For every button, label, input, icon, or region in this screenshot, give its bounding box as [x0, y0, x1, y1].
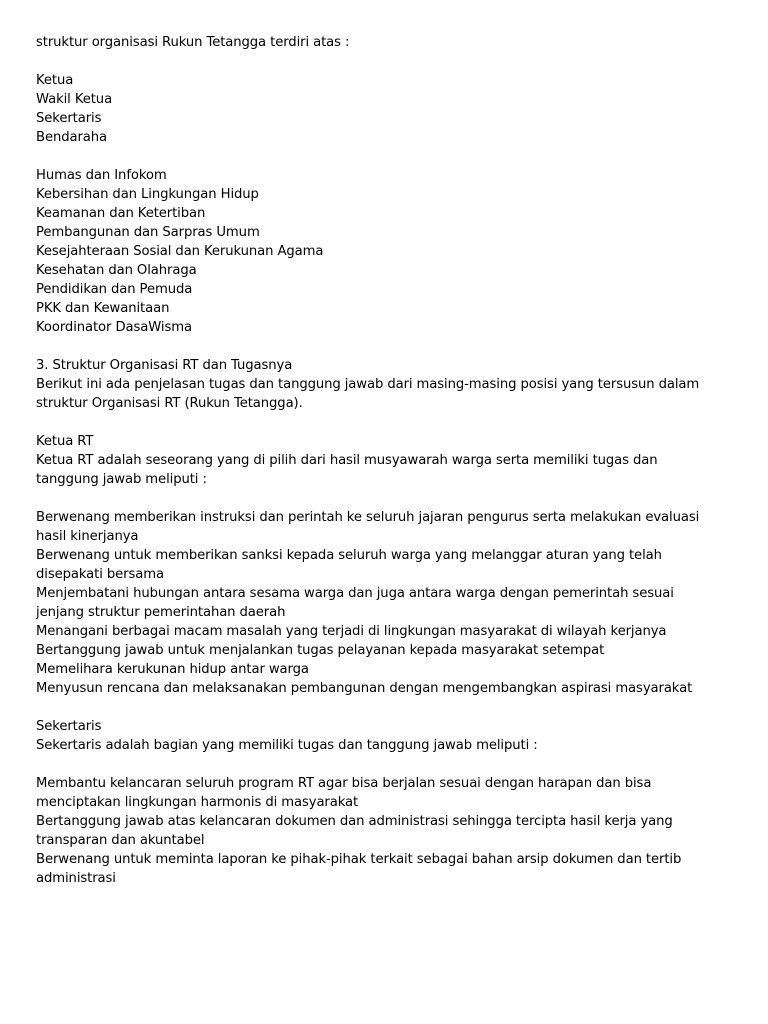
duty-line: Berwenang untuk memberikan sanksi kepada seluruh warga yang melanggar aturan yang telah	[36, 548, 662, 563]
list-item: Keamanan dan Ketertiban	[36, 206, 206, 221]
duty-line: Memelihara kerukunan hidup antar warga	[36, 662, 309, 677]
paragraph-line: tanggung jawab meliputi :	[36, 472, 207, 487]
list-item: Pembangunan dan Sarpras Umum	[36, 225, 260, 240]
duty-line: Berwenang memberikan instruksi dan perintah ke seluruh jajaran pengurus serta melakukan evaluasi	[36, 510, 700, 525]
spacer	[36, 489, 736, 508]
duty-line: Menyusun rencana dan melaksanakan pembangunan dengan mengembangkan aspirasi masyarakat	[36, 681, 693, 696]
list-item: Bendaraha	[36, 130, 108, 145]
duty-line: Membantu kelancaran seluruh program RT agar bisa berjalan sesuai dengan harapan dan bisa	[36, 776, 652, 791]
duty-line: Bertanggung jawab atas kelancaran dokumen dan administrasi sehingga tercipta hasil kerja yang	[36, 814, 673, 829]
spacer	[36, 755, 736, 774]
list-item: Sekertaris	[36, 111, 102, 126]
intro-text: struktur organisasi Rukun Tetangga terdiri atas :	[36, 35, 350, 50]
section-heading: Ketua RT	[36, 434, 94, 449]
duty-line: transparan dan akuntabel	[36, 833, 205, 848]
duty-line: hasil kinerjanya	[36, 529, 139, 544]
ketua-rt-section	[36, 432, 736, 698]
paragraph-line: Ketua RT adalah seseorang yang di pilih dari hasil musyawarah warga serta memiliki tugas dan	[36, 453, 658, 468]
duty-line: menciptakan lingkungan harmonis di masyarakat	[36, 795, 359, 810]
list-item: Pendidikan dan Pemuda	[36, 282, 193, 297]
section-3	[36, 356, 736, 413]
spacer	[36, 52, 736, 71]
core-positions-list	[36, 71, 736, 147]
list-item: Kesehatan dan Olahraga	[36, 263, 197, 278]
sekertaris-section	[36, 717, 736, 888]
section-heading: Sekertaris	[36, 719, 102, 734]
list-item: Wakil Ketua	[36, 92, 113, 107]
duty-line: Menjembatani hubungan antara sesama warga dan juga antara warga dengan pemerintah sesuai	[36, 586, 674, 601]
duty-line: Bertanggung jawab untuk menjalankan tugas pelayanan kepada masyarakat setempat	[36, 643, 605, 658]
section-heading: 3. Struktur Organisasi RT dan Tugasnya	[36, 358, 293, 373]
duty-line: Menangani berbagai macam masalah yang terjadi di lingkungan masyarakat di wilayah kerjanya	[36, 624, 667, 639]
paragraph-line: Sekertaris adalah bagian yang memiliki tugas dan tanggung jawab meliputi :	[36, 738, 538, 753]
duty-line: jenjang struktur pemerintahan daerah	[36, 605, 286, 620]
list-item: Kesejahteraan Sosial dan Kerukunan Agama	[36, 244, 324, 259]
spacer	[36, 337, 736, 356]
list-item: Ketua	[36, 73, 74, 88]
spacer	[36, 413, 736, 432]
list-item: PKK dan Kewanitaan	[36, 301, 170, 316]
duty-line: disepakati bersama	[36, 567, 164, 582]
spacer	[36, 698, 736, 717]
list-item: Kebersihan dan Lingkungan Hidup	[36, 187, 259, 202]
duty-line: administrasi	[36, 871, 116, 886]
list-item: Humas dan Infokom	[36, 168, 167, 183]
list-item: Koordinator DasaWisma	[36, 320, 192, 335]
spacer	[36, 147, 736, 166]
duty-line: Berwenang untuk meminta laporan ke pihak-pihak terkait sebagai bahan arsip dokumen dan tertib	[36, 852, 682, 867]
paragraph-line: struktur Organisasi RT (Rukun Tetangga).	[36, 396, 303, 411]
paragraph-line: Berikut ini ada penjelasan tugas dan tanggung jawab dari masing-masing posisi yang tersusun dalam	[36, 377, 700, 392]
divisions-list	[36, 166, 736, 337]
document-body	[36, 33, 736, 888]
